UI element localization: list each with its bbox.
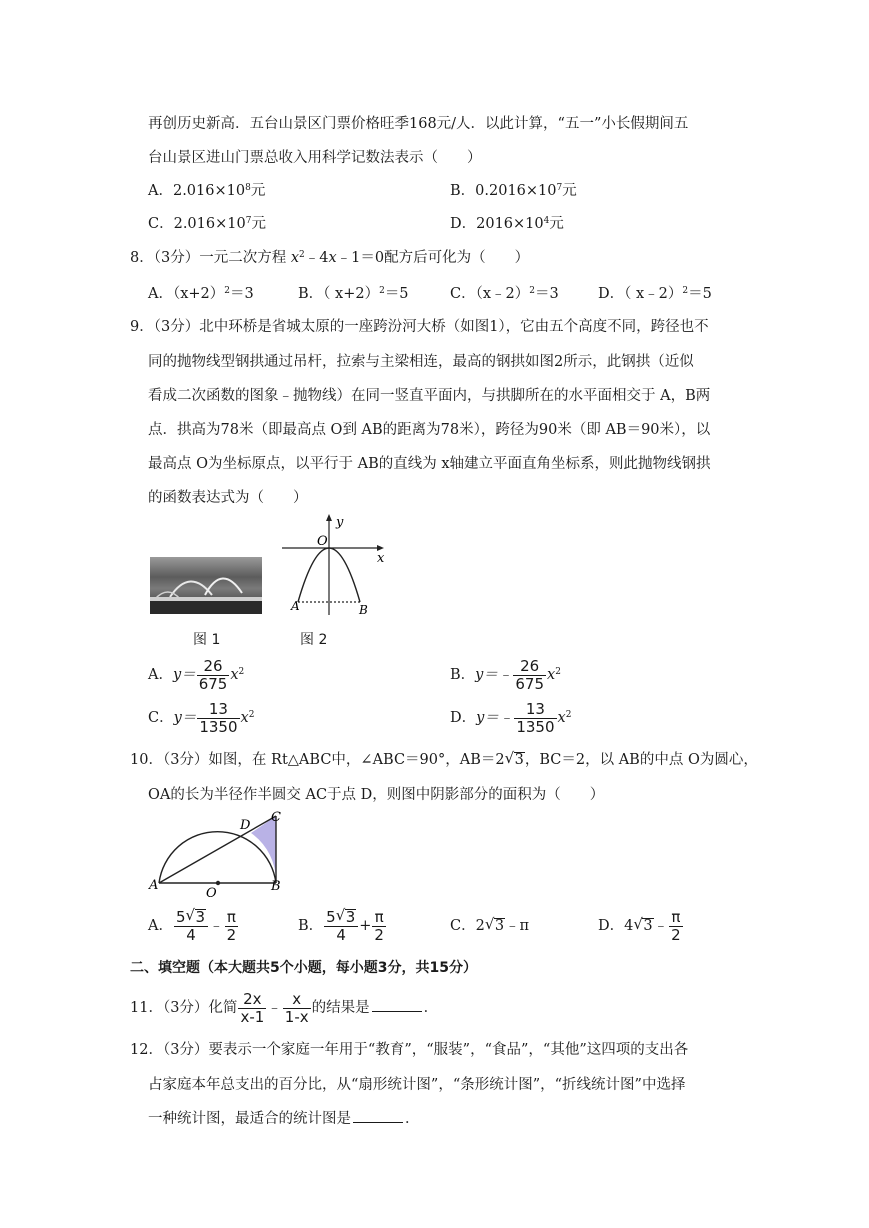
graph-point-a: A: [291, 599, 300, 613]
fig10-point-b: B: [271, 879, 281, 894]
q7-option-b: B．$0.2016\times 10^7$元: [450, 183, 577, 199]
q9-option-c: C．y＝ $\frac{13}{1350}$ $x^2$: [148, 699, 255, 736]
bridge-photo: [150, 557, 262, 614]
parabola-graph: [280, 510, 390, 618]
fig10-point-a: A: [149, 878, 159, 893]
q9-line5: 最高点 O为坐标原点，以平行于 AB的直线为 x轴建立平面直角坐标系，则此抛物线钢拱: [148, 456, 711, 472]
q11: 11．（3分）化简 $\frac{2x}{x-1}$ ﹣ $\frac{x}{1-x}$ 的结果是 ．: [130, 989, 439, 1026]
fig10-point-o: O: [206, 886, 217, 900]
q9-line3: 看成二次函数的图象﹣抛物线）在同一竖直平面内，与拱脚所在的水平面相交于 A，B两: [148, 388, 711, 404]
q9-option-a: A．y＝ $\frac{26}{675}$ $x^2$: [148, 656, 245, 693]
q10-line1: 10．（3分）如图，在 Rt△ABC中，∠ABC＝90°，AB＝2 √ 3，BC＝2，以 AB的中点 O为圆心，: [130, 749, 758, 768]
semicircle-figure: [148, 808, 298, 900]
graph-y-label: y: [336, 515, 344, 530]
q9-line4: 点．拱高为78米（即最高点 O到 AB的距离为78米），跨径为90米（即 AB＝90米），以: [148, 422, 711, 438]
q7-line1: 再创历史新高．五台山景区门票价格旺季168元/人．以此计算，“五一”小长假期间五: [148, 116, 689, 132]
q10-option-b: B． 5 √ 3 4 + $\frac{\pi}{2}$: [298, 905, 384, 944]
fig10-point-c: C: [271, 810, 281, 825]
q11-answer-blank[interactable]: [372, 997, 422, 1012]
q7-option-a: A．$2.016\times 10^8$元: [148, 183, 266, 199]
q7-line2: 台山景区进山门票总收入用科学记数法表示（ ）: [148, 150, 482, 166]
q9-line2: 同的抛物线型钢拱通过吊杆，拉索与主梁相连，最高的钢拱如图2所示，此钢拱（近似: [148, 354, 694, 370]
q8-option-a: A．$(x+2)^2=3$: [148, 286, 254, 302]
q8-stem: 8．（3分）一元二次方程 $x^2﹣4x﹣1=0$配方后可化为（ ）: [130, 250, 530, 266]
q7-option-c: C．$2.016\times 10^7$元: [148, 216, 266, 232]
bridge-arches: [150, 557, 262, 614]
fig10-point-d: D: [240, 818, 251, 833]
graph-x-label: x: [377, 551, 385, 566]
q9-line6: 的函数表达式为（ ）: [148, 490, 308, 506]
q9-option-d: D．y＝﹣ $\frac{13}{1350}$ $x^2$: [450, 699, 572, 736]
q8-option-b: B．（ x+2）$^2$＝5: [298, 286, 409, 302]
q8-option-d: D．（ x﹣2）$^2$＝5: [598, 286, 712, 302]
graph-origin-label: O: [317, 534, 328, 549]
figure2-label: 图 2: [300, 632, 328, 648]
q10-option-c: C．2 √ 3﹣π: [450, 915, 530, 934]
q8-option-c: C．（x﹣2）$^2$＝3: [450, 286, 559, 302]
q12-answer-blank[interactable]: [353, 1108, 403, 1123]
q10-option-a: A． 5 √ 3 4 ﹣ $\frac{\pi}{2}$: [148, 905, 237, 944]
q12-line3: 一种统计图，最适合的统计图是 ．: [148, 1108, 420, 1129]
q9-line1: 9．（3分）北中环桥是省城太原的一座跨汾河大桥（如图1），它由五个高度不同，跨径也不: [130, 319, 709, 335]
q10-line2: OA的长为半径作半圆交 AC于点 D，则图中阴影部分的面积为（ ）: [148, 787, 605, 803]
q12-line1: 12．（3分）要表示一个家庭一年用于“教育”，“服装”，“食品”，“其他”这四项的支出各: [130, 1042, 689, 1058]
section-heading: 二、填空题（本大题共5个小题，每小题3分，共15分）: [130, 960, 477, 976]
q9-option-b: B．y＝﹣ $\frac{26}{675}$ $x^2$: [450, 656, 561, 693]
q10-option-d: D．4 √ 3﹣ $\frac{\pi}{2}$: [598, 907, 681, 944]
q7-option-d: D．$2016\times 10^4$元: [450, 216, 564, 232]
figure1-label: 图 1: [193, 632, 221, 648]
q12-line2: 占家庭本年总支出的百分比，从“扇形统计图”，“条形统计图”，“折线统计图”中选择: [148, 1077, 686, 1093]
graph-point-b: B: [359, 603, 368, 617]
